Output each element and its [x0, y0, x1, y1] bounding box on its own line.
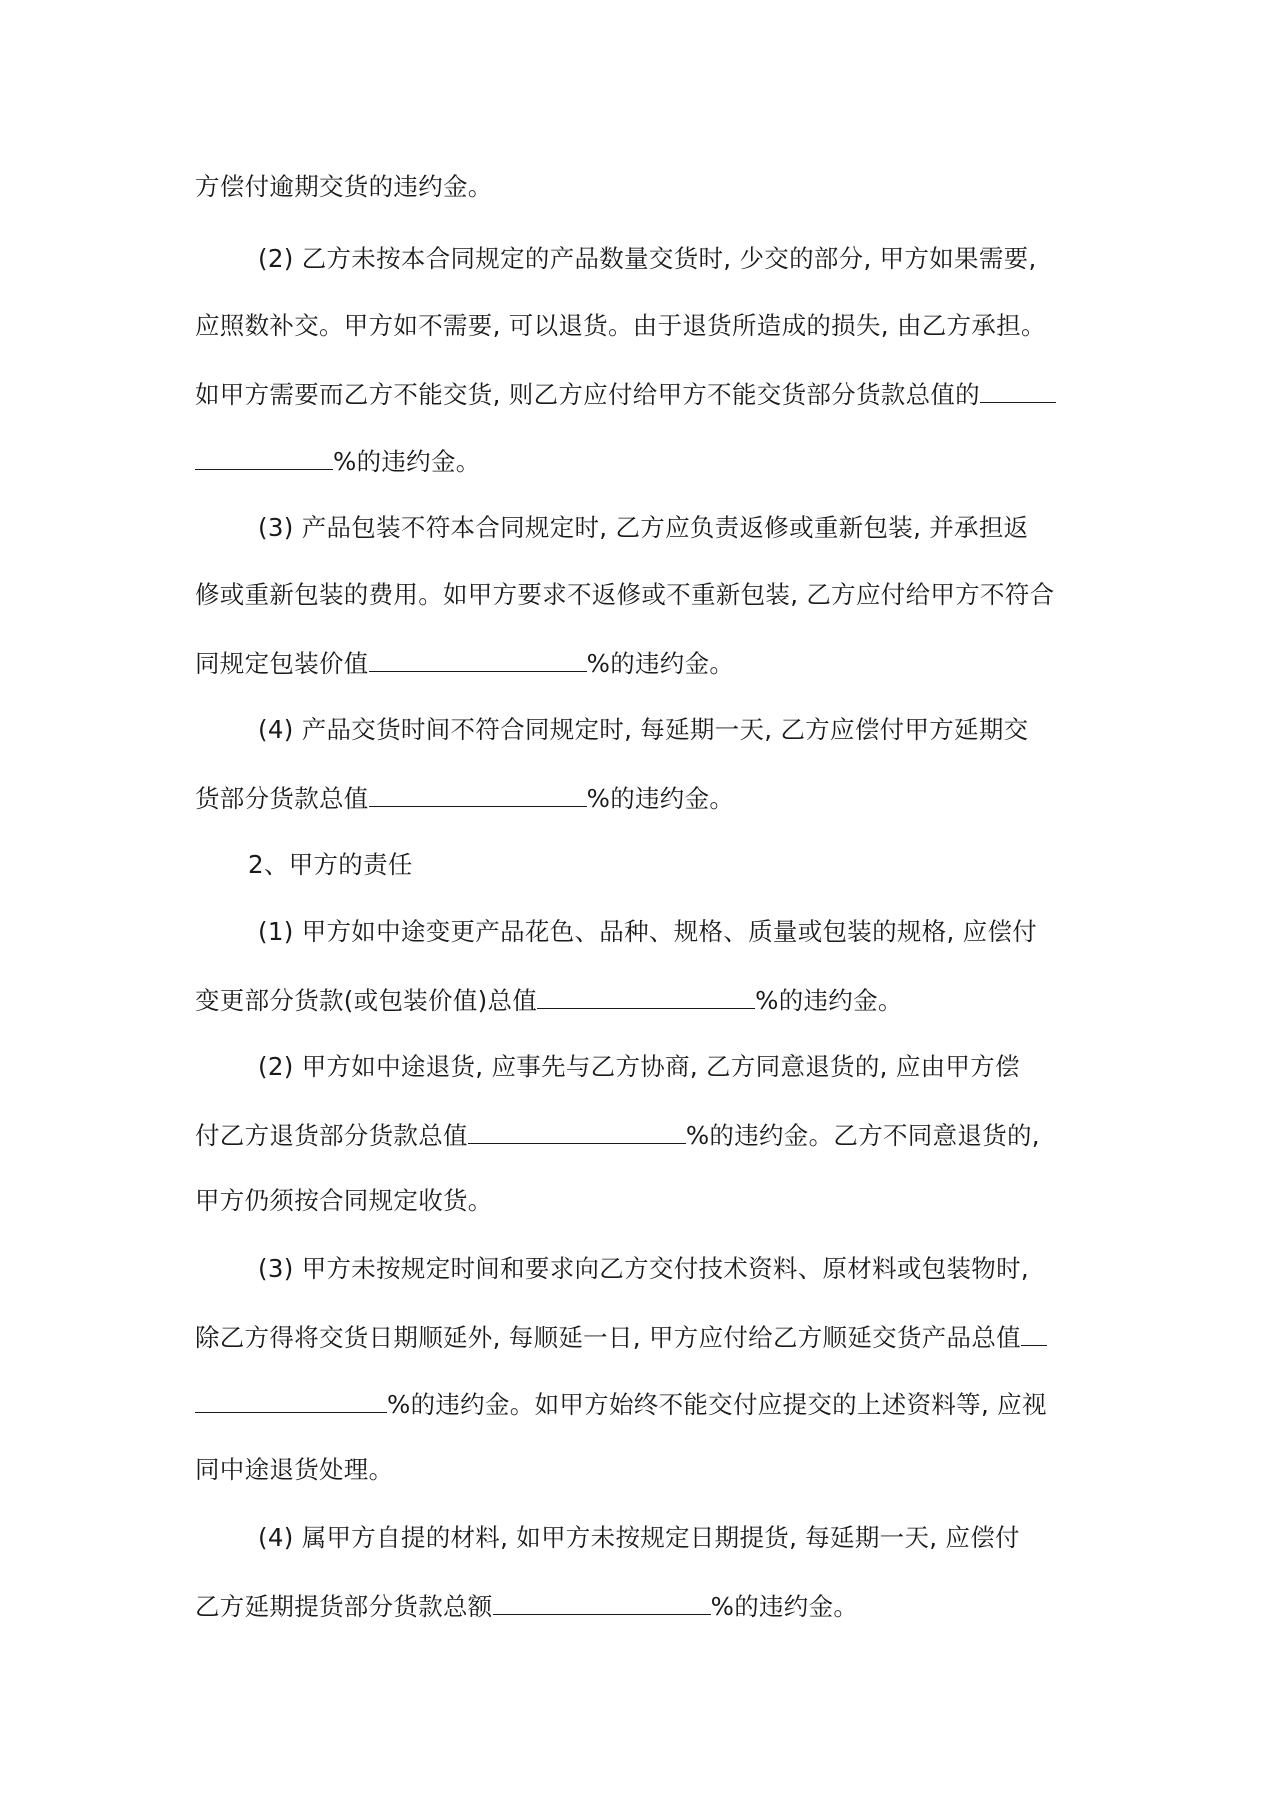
fill-in-blank[interactable] [537, 982, 755, 1009]
paragraph-line: 变更部分货款(或包装价值)总值 %的违约金。 [195, 982, 903, 1018]
paragraph-line: 修或重新包装的费用。如甲方要求不返修或不重新包装, 乙方应付给甲方不符合 [195, 580, 1055, 609]
paragraph-line: (2) 甲方如中途退货, 应事先与乙方协商, 乙方同意退货的, 应由甲方偿 [258, 1052, 1020, 1081]
fill-in-blank[interactable] [195, 1386, 387, 1413]
paragraph-line: %的违约金。如甲方始终不能交付应提交的上述资料等, 应视 [195, 1386, 1047, 1422]
paragraph-line: %的违约金。 [195, 443, 481, 479]
fill-in-blank[interactable] [980, 376, 1056, 403]
paragraph-line: 货部分货款总值 %的违约金。 [195, 780, 734, 816]
paragraph-line: 乙方延期提货部分货款总额 %的违约金。 [195, 1588, 858, 1624]
fill-in-blank[interactable] [369, 645, 587, 672]
paragraph-line: 付乙方退货部分货款总值 %的违约金。乙方不同意退货的, [195, 1117, 1040, 1153]
fill-in-blank[interactable] [369, 780, 587, 807]
paragraph-line: (4) 产品交货时间不符合同规定时, 每延期一天, 乙方应偿付甲方延期交 [258, 715, 1029, 744]
paragraph-line: (3) 甲方未按规定时间和要求向乙方交付技术资料、原材料或包装物时, [258, 1254, 1029, 1283]
paragraph-line: 应照数补交。甲方如不需要, 可以退货。由于退货所造成的损失, 由乙方承担。 [195, 311, 1046, 340]
fill-in-blank[interactable] [468, 1117, 686, 1144]
paragraph-line: 方偿付逾期交货的违约金。 [195, 172, 493, 201]
paragraph-line: (4) 属甲方自提的材料, 如甲方未按规定日期提货, 每延期一天, 应偿付 [258, 1523, 1020, 1552]
section-heading: 2、甲方的责任 [248, 850, 413, 879]
paragraph-line: 除乙方得将交货日期顺延外, 每顺延一日, 甲方应付给乙方顺延交货产品总值 [195, 1319, 1047, 1355]
paragraph-line: 如甲方需要而乙方不能交货, 则乙方应付给甲方不能交货部分货款总值的 [195, 376, 1056, 412]
paragraph-line: 同规定包装价值 %的违约金。 [195, 645, 734, 681]
paragraph-line: 同中途退货处理。 [195, 1455, 394, 1484]
fill-in-blank[interactable] [1021, 1319, 1047, 1346]
paragraph-line: (2) 乙方未按本合同规定的产品数量交货时, 少交的部分, 甲方如果需要, [258, 244, 1037, 273]
paragraph-line: (3) 产品包装不符本合同规定时, 乙方应负责返修或重新包装, 并承担返 [258, 513, 1029, 542]
paragraph-line: 甲方仍须按合同规定收货。 [195, 1186, 493, 1215]
fill-in-blank[interactable] [195, 443, 333, 470]
paragraph-line: (1) 甲方如中途变更产品花色、品种、规格、质量或包装的规格, 应偿付 [258, 917, 1038, 946]
fill-in-blank[interactable] [493, 1588, 711, 1615]
